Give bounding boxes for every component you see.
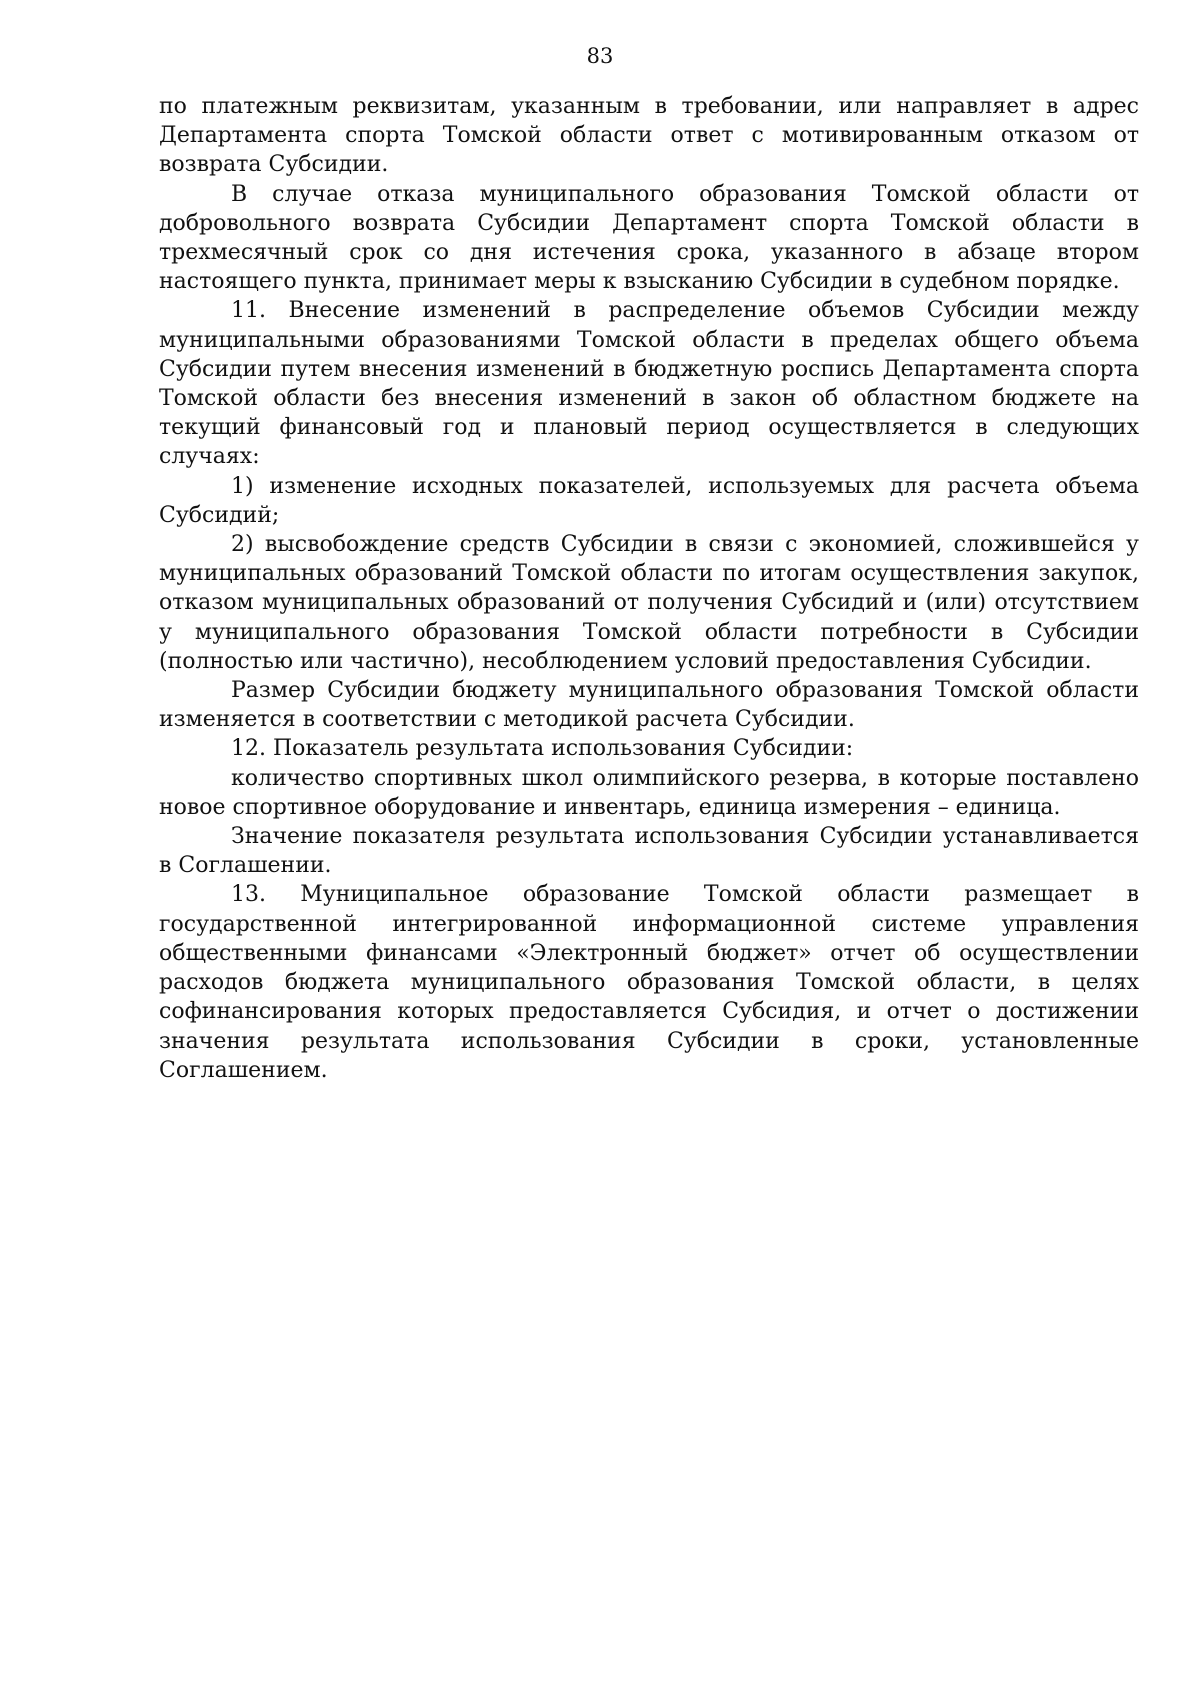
paragraph-indicator-value: Значение показателя результата использования Субсидии устанавливается в Соглашении. xyxy=(159,824,1139,879)
paragraph-indicator: количество спортивных школ олимпийского резерва, в которые поставлено новое спортивное оборудование и инвентарь, единица измерения – единица. xyxy=(159,765,1139,820)
paragraph-continuation: по платежным реквизитам, указанным в требовании, или направляет в адрес Департамента спорта Томской области ответ с мотивированным отказом от возврата Субсидии. xyxy=(159,94,1139,178)
paragraph-item-12: 12. Показатель результата использования Субсидии: xyxy=(231,736,854,762)
paragraph-item-13: 13. Муниципальное образование Томской области размещает в государственной интегрированной информационной системе управления общественными финансами «Электронный бюджет» отчет об осуществлении расходов бюджета муниципального образования Томской области, в целях софинансирования которых предоставляется Субсидия, и отчет о достижении значения результата использования Субсидии в сроки, установленные Соглашением. xyxy=(159,882,1139,1083)
document-body xyxy=(159,92,1139,1085)
paragraph-refusal-refund: В случае отказа муниципального образования Томской области от добровольного возврата Субсидии Департамент спорта Томской области в трехмесячный срок со дня истечения срока, указанного в абзаце втором настоящего пункта, принимает меры к взысканию Субсидии в судебном порядке. xyxy=(159,181,1139,295)
paragraph-case-2: 2) высвобождение средств Субсидии в связи с экономией, сложившейся у муниципальных образований Томской области по итогам осуществления закупок, отказом муниципальных образований от получения Субсидий и (или) отсутствием у муниципального образования Томской области потребности в Субсидии (полностью или частично), несоблюдением условий предоставления Субсидии. xyxy=(159,532,1139,674)
page-number: 83 xyxy=(586,44,614,68)
paragraph-case-1: 1) изменение исходных показателей, используемых для расчета объема Субсидий; xyxy=(159,473,1139,528)
paragraph-subsidy-size: Размер Субсидии бюджету муниципального образования Томской области изменяется в соответствии с методикой расчета Субсидии. xyxy=(159,678,1139,733)
paragraph-item-11: 11. Внесение изменений в распределение объемов Субсидии между муниципальными образованиями Томской области в пределах общего объема Субсидии путем внесения изменений в бюджетную роспись Департамента спорта Томской области без внесения изменений в закон об областном бюджете на текущий финансовый год и плановый период осуществляется в следующих случаях: xyxy=(159,298,1139,470)
